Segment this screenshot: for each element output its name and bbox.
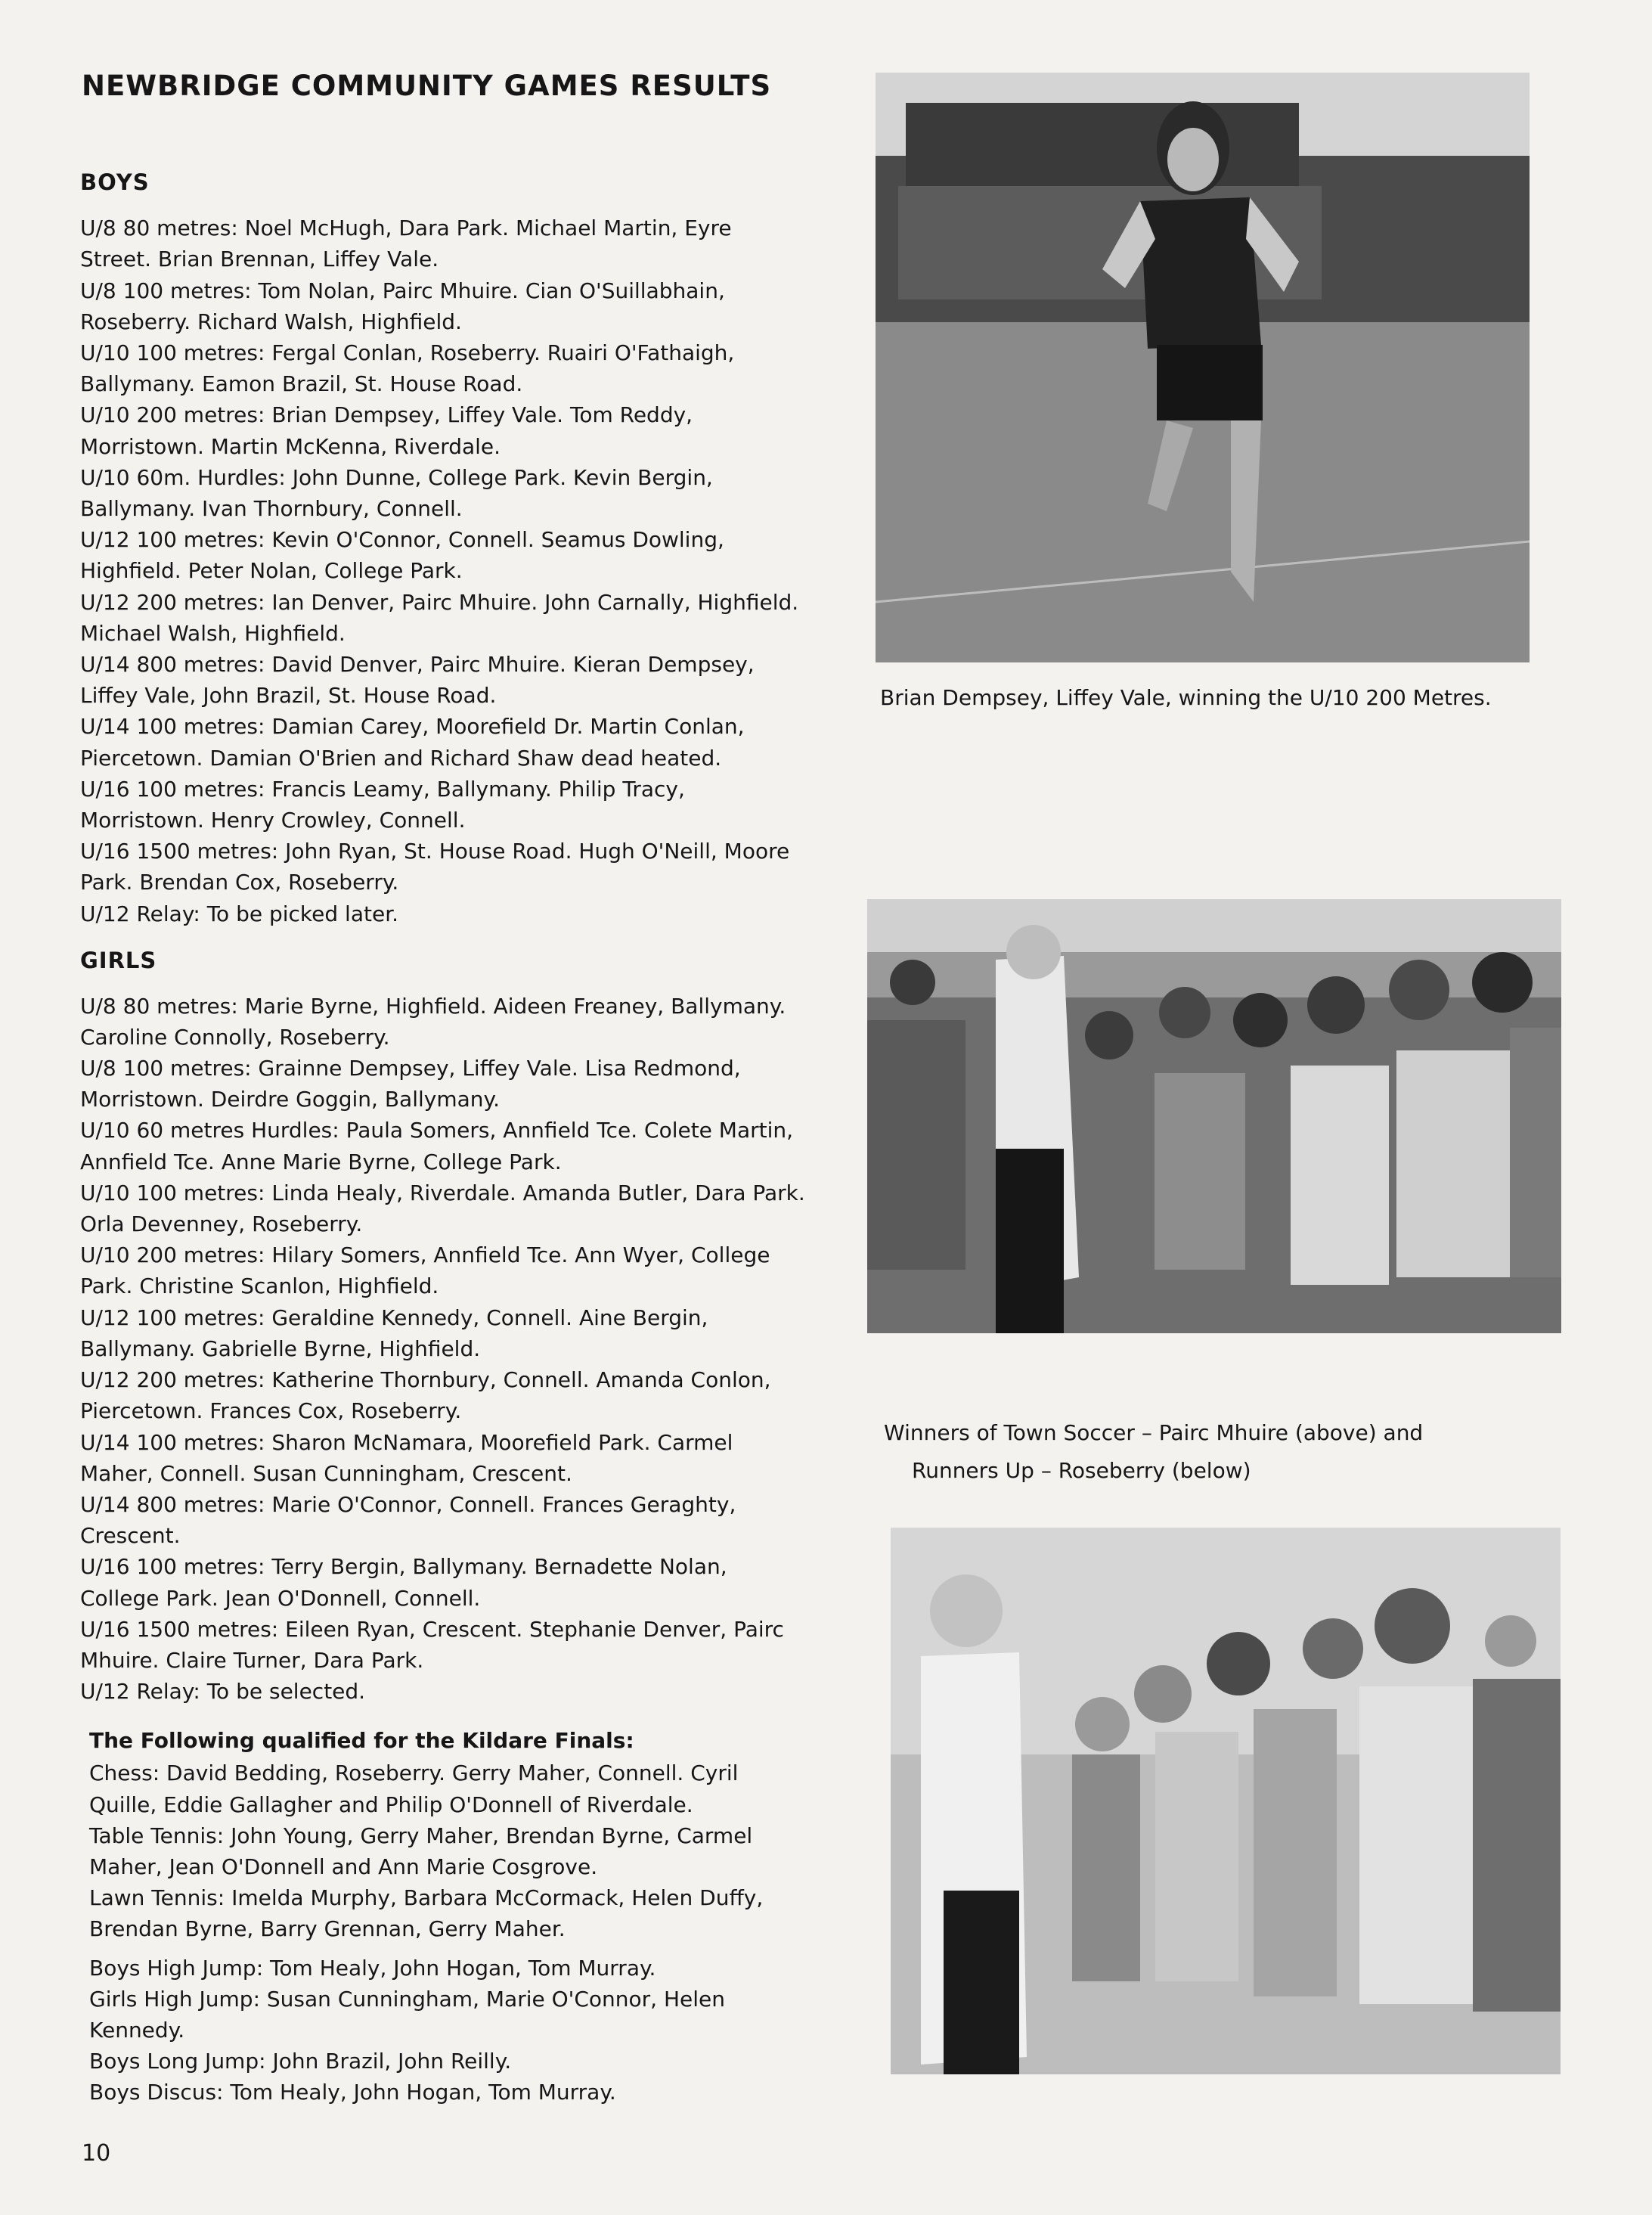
result-text: To be picked later.: [206, 901, 399, 926]
event-label: U/16 100 metres:: [80, 1554, 265, 1580]
result-text: Marie Byrne, Highfield. Aideen Freaney, Ballymany. Caroline Connolly, Roseberry.: [80, 993, 786, 1050]
girls-heading: GIRLS: [80, 947, 157, 973]
result-entry: [80, 898, 806, 929]
result-entry: [80, 337, 806, 399]
result-entry: [80, 462, 806, 524]
qualified-entry: [89, 1984, 806, 2046]
runner-photo-caption: Brian Dempsey, Liffey Vale, winning the U/10 200 Metres.: [880, 685, 1492, 710]
result-entry: [80, 836, 806, 898]
event-label: Boys Long Jump:: [89, 2049, 266, 2074]
event-label: U/12 Relay:: [80, 1679, 200, 1705]
event-label: Boys High Jump:: [89, 1955, 264, 1981]
result-entry: [80, 213, 806, 275]
event-label: Boys Discus:: [89, 2080, 224, 2105]
result-text: Imelda Murphy, Barbara McCormack, Helen Duffy, Brendan Byrne, Barry Grennan, Gerry Maher.: [89, 1885, 764, 1942]
result-text: Tom Nolan, Pairc Mhuire. Cian O'Suillabhain, Roseberry. Richard Walsh, Highfield.: [80, 278, 725, 334]
result-entry: [80, 587, 806, 649]
event-label: U/10 60m. Hurdles:: [80, 464, 286, 490]
result-text: Fergal Conlan, Roseberry. Ruairi O'Fathaigh, Ballymany. Eamon Brazil, St. House Road.: [80, 340, 735, 397]
qualified-entry: [89, 1882, 806, 1944]
boys-heading: BOYS: [80, 169, 150, 196]
event-label: U/16 1500 metres:: [80, 1616, 279, 1642]
result-entry: [80, 1489, 806, 1551]
qualified-entry: [89, 1820, 806, 1882]
event-label: Girls High Jump:: [89, 1986, 260, 2012]
result-text: Grainne Dempsey, Liffey Vale. Lisa Redmond, Morristown. Deirdre Goggin, Ballymany.: [80, 1056, 741, 1112]
result-text: To be selected.: [206, 1679, 366, 1705]
result-text: Marie O'Connor, Connell. Frances Geraghty, Crescent.: [80, 1491, 736, 1549]
result-entry: [80, 649, 806, 711]
event-label: U/8 100 metres:: [80, 278, 252, 303]
event-label: U/12 100 metres:: [80, 527, 265, 553]
result-text: Kevin O'Connor, Connell. Seamus Dowling, Highfield. Peter Nolan, College Park.: [80, 527, 724, 584]
result-entry: [80, 1614, 806, 1676]
event-label: Chess:: [89, 1761, 160, 1786]
boys-results-list: [80, 213, 806, 929]
qualified-entry: [89, 2077, 806, 2108]
result-entry: [80, 991, 806, 1053]
event-label: U/16 100 metres:: [80, 776, 265, 802]
result-entry: [80, 1427, 806, 1489]
qualified-entry: [89, 2046, 806, 2077]
event-label: U/14 100 metres:: [80, 714, 265, 740]
event-label: U/12 100 metres:: [80, 1304, 265, 1330]
event-label: U/14 800 metres:: [80, 652, 265, 678]
result-text: Susan Cunningham, Marie O'Connor, Helen Kennedy.: [89, 1986, 726, 2043]
result-text: Hilary Somers, Annfield Tce. Ann Wyer, College Park. Christine Scanlon, Highfield.: [80, 1242, 770, 1299]
results-column: [80, 70, 806, 2108]
result-entry: [80, 399, 806, 461]
event-label: Lawn Tennis:: [89, 1885, 225, 1911]
event-label: U/14 100 metres:: [80, 1429, 265, 1455]
result-entry: [80, 1551, 806, 1613]
qualified-heading: The Following qualified for the Kildare Finals:: [89, 1728, 634, 1754]
result-entry: [80, 1053, 806, 1115]
event-label: U/12 Relay:: [80, 901, 200, 926]
qualified-entry: [89, 1757, 806, 1819]
event-label: U/10 100 metres:: [80, 340, 265, 365]
result-text: Ian Denver, Pairc Mhuire. John Carnally, Highfield. Michael Walsh, Highfield.: [80, 589, 799, 646]
event-label: U/12 200 metres:: [80, 589, 265, 615]
result-text: Francis Leamy, Ballymany. Philip Tracy, Morristown. Henry Crowley, Connell.: [80, 776, 685, 833]
event-label: U/8 100 metres:: [80, 1056, 252, 1081]
result-text: Tom Healy, John Hogan, Tom Murray.: [270, 1955, 656, 1981]
result-text: Terry Bergin, Ballymany. Bernadette Nolan, College Park. Jean O'Donnell, Connell.: [80, 1554, 727, 1611]
result-text: John Dunne, College Park. Kevin Bergin, Ballymany. Ivan Thornbury, Connell.: [80, 464, 713, 522]
event-label: U/10 100 metres:: [80, 1180, 265, 1205]
result-text: Noel McHugh, Dara Park. Michael Martin, Eyre Street. Brian Brennan, Liffey Vale.: [80, 216, 732, 272]
event-label: U/8 80 metres:: [80, 993, 238, 1019]
result-text: David Denver, Pairc Mhuire. Kieran Dempsey, Liffey Vale, John Brazil, St. House Road.: [80, 652, 755, 709]
qualified-list: [80, 1757, 806, 2108]
result-text: Sharon McNamara, Moorefield Park. Carmel Maher, Connell. Susan Cunningham, Crescent.: [80, 1429, 733, 1486]
event-label: U/10 200 metres:: [80, 1242, 265, 1268]
soccer-caption-line2: Runners Up – Roseberry (below): [912, 1458, 1251, 1483]
result-entry: [80, 1115, 806, 1177]
event-label: U/16 1500 metres:: [80, 839, 279, 864]
event-label: U/10 200 metres:: [80, 402, 265, 428]
soccer-caption-line1: Winners of Town Soccer – Pairc Mhuire (above) and: [884, 1420, 1424, 1445]
result-text: David Bedding, Roseberry. Gerry Maher, Connell. Cyril Quille, Eddie Gallagher and Philip O'Donnell of Riverdale.: [89, 1761, 739, 1817]
result-entry: [80, 1302, 806, 1364]
result-text: Damian Carey, Moorefield Dr. Martin Conlan, Piercetown. Damian O'Brien and Richard Shaw dead heated.: [80, 714, 745, 771]
result-entry: [80, 711, 806, 773]
result-entry: [80, 1239, 806, 1301]
girls-results-list: [80, 991, 806, 1708]
event-label: U/8 80 metres:: [80, 216, 238, 241]
event-label: U/12 200 metres:: [80, 1367, 265, 1393]
result-text: Brian Dempsey, Liffey Vale. Tom Reddy, Morristown. Martin McKenna, Riverdale.: [80, 402, 693, 459]
result-text: Tom Healy, John Hogan, Tom Murray.: [230, 2080, 616, 2105]
page-number: 10: [82, 2140, 111, 2167]
result-text: Geraldine Kennedy, Connell. Aine Bergin, Ballymany. Gabrielle Byrne, Highfield.: [80, 1304, 708, 1361]
result-entry: [80, 1676, 806, 1707]
result-entry: [80, 774, 806, 836]
event-label: U/14 800 metres:: [80, 1491, 265, 1517]
result-text: John Brazil, John Reilly.: [272, 2049, 512, 2074]
result-text: John Young, Gerry Maher, Brendan Byrne, Carmel Maher, Jean O'Donnell and Ann Marie Cosgrove.: [89, 1823, 753, 1879]
result-text: John Ryan, St. House Road. Hugh O'Neill, Moore Park. Brendan Cox, Roseberry.: [80, 839, 790, 895]
qualified-entry: [89, 1953, 806, 1984]
result-entry: [80, 1364, 806, 1426]
page-title: NEWBRIDGE COMMUNITY GAMES RESULTS: [82, 70, 772, 102]
result-text: Linda Healy, Riverdale. Amanda Butler, Dara Park. Orla Devenney, Roseberry.: [80, 1180, 805, 1237]
result-entry: [80, 524, 806, 586]
result-entry: [80, 1177, 806, 1239]
runner-photo: [876, 73, 1530, 662]
winners-photo: [867, 899, 1561, 1333]
result-text: Eileen Ryan, Crescent. Stephanie Denver, Pairc Mhuire. Claire Turner, Dara Park.: [80, 1616, 784, 1673]
result-text: Paula Somers, Annfield Tce. Colete Martin, Annfield Tce. Anne Marie Byrne, College Park.: [80, 1118, 794, 1174]
result-entry: [80, 275, 806, 337]
event-label: Table Tennis:: [89, 1823, 225, 1848]
result-text: Katherine Thornbury, Connell. Amanda Conlon, Piercetown. Frances Cox, Roseberry.: [80, 1367, 771, 1424]
runners-up-photo: [891, 1528, 1561, 2074]
event-label: U/10 60 metres Hurdles:: [80, 1118, 339, 1143]
